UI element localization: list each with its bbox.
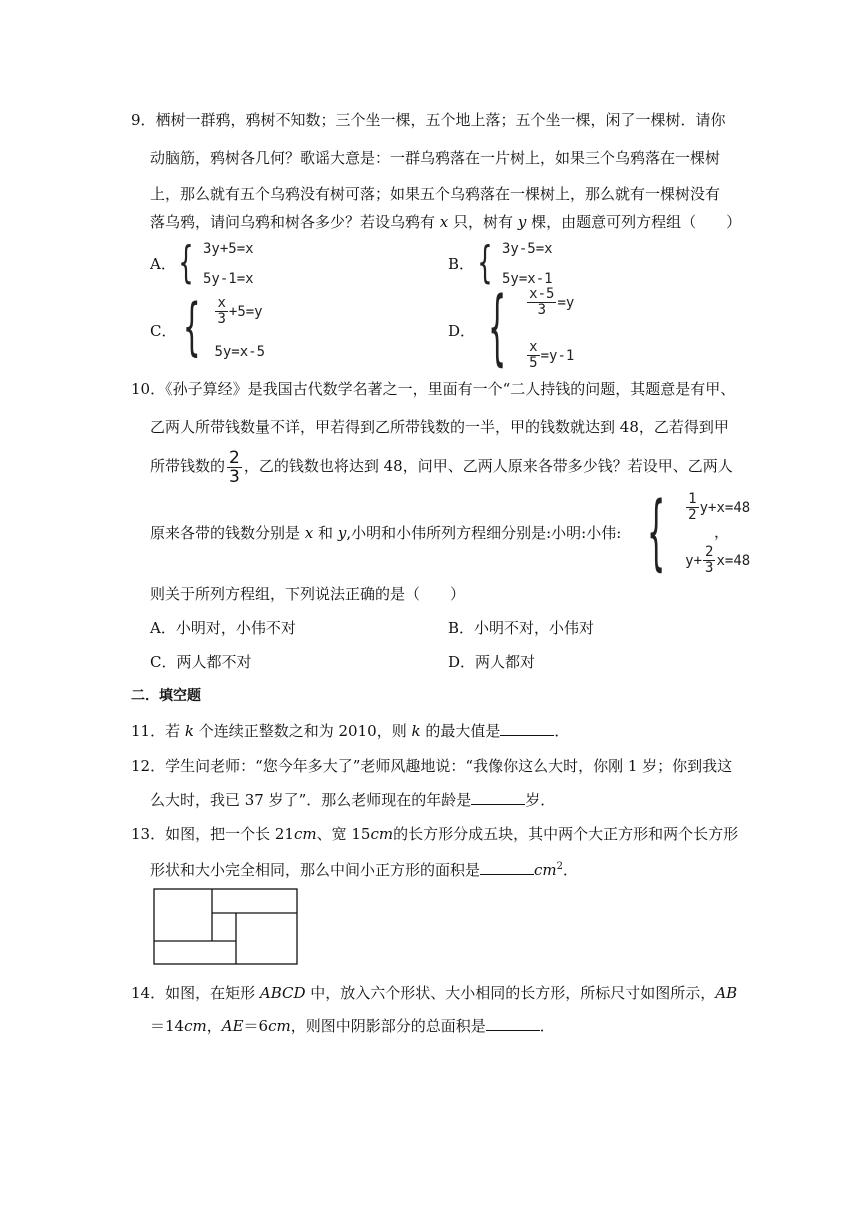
q9-text-1: 栖树一群鸦，鸦树不知数；三个坐一棵，五个地上落；五个坐一棵，闲了一棵树．请你: [155, 111, 726, 129]
brace-icon: {: [182, 290, 201, 363]
equation: 3y-5=x: [502, 241, 553, 257]
brace-icon: {: [477, 237, 493, 288]
q10-line5: 则关于所列方程组，下列说法正确的是（ ）: [150, 585, 466, 603]
fraction: [686, 492, 698, 523]
q10-line4: [150, 523, 621, 543]
q13-text-1a: 13．如图，把一个长 21: [131, 825, 294, 843]
var-k: k: [411, 722, 421, 740]
q10-line3: [150, 446, 733, 486]
q13-figure: [153, 888, 299, 966]
equation: [214, 296, 265, 327]
answer-blank[interactable]: [486, 1016, 540, 1031]
equation: 5y=x-1: [502, 271, 553, 287]
q13-text-1b: 、宽 15: [316, 825, 371, 843]
q9-text-4b: 只，树有: [453, 213, 514, 231]
label-ae: AE: [221, 1017, 244, 1035]
equation-rest: =y: [557, 294, 575, 311]
q10-equation-system: [630, 485, 751, 580]
q10-text-1: 《孙子算经》是我国古代数学名著之一，里面有一个“二人持钱的问题，其题意是有甲、: [165, 380, 736, 398]
q14-line1: [131, 983, 737, 1003]
q9-option-d-label[interactable]: D．: [448, 322, 476, 340]
numerator: 2: [229, 447, 240, 468]
numerator: x-5: [529, 286, 555, 302]
equations: [523, 287, 574, 371]
q14-line2: [150, 1016, 555, 1036]
q10-option-d[interactable]: D．两人都对: [448, 653, 536, 671]
equation: 3y+5=x: [203, 241, 254, 257]
q12-text-2b: 岁．: [525, 791, 556, 809]
q10-line1: [131, 379, 735, 399]
q10-option-c[interactable]: C．两人都不对: [150, 653, 252, 671]
fraction: [703, 545, 715, 576]
q9-line2: 动脑筋，鸦树各几何？歌谣大意是：一群乌鸦落在一片树上，如果三个乌鸦落在一棵树: [150, 149, 721, 167]
q9-line4: [150, 212, 741, 232]
q9-option-b-system[interactable]: [471, 237, 553, 288]
q12-line2: [150, 790, 555, 810]
unit-cm: cm: [268, 1017, 291, 1035]
q10-text-3b: ，乙的钱数也将达到 48，问甲、乙两人原来各带多少钱？若设甲、乙两人: [243, 457, 733, 475]
numerator: 1: [688, 491, 697, 507]
rectangle-partition-diagram: [153, 888, 299, 966]
q10-text-3a: 所带钱数的: [150, 457, 226, 475]
q9-line1: [131, 110, 726, 130]
unit-cm: cm: [293, 825, 317, 843]
q10-and: 和: [318, 524, 334, 542]
equations: [211, 296, 265, 360]
q11-text-mid: 个连续正整数之和为 2010，则: [198, 722, 407, 740]
q9-option-c-label[interactable]: C．: [150, 322, 177, 340]
q9-option-d-system[interactable]: [471, 280, 575, 375]
q13-text-1c: 的长方形分成五块，其中两个大正方形和两个长方形: [393, 825, 739, 843]
q13-text-2a: 形状和大小完全相同，那么中间小正方形的面积是: [150, 861, 481, 879]
denominator: 3: [705, 560, 714, 576]
var-x: x: [439, 213, 449, 231]
brace-icon: {: [178, 237, 194, 288]
var-y: y: [337, 524, 347, 542]
q9-option-b-label[interactable]: B．: [448, 255, 475, 273]
denominator: 3: [229, 466, 240, 487]
unit-cm: cm: [370, 825, 394, 843]
denominator: 2: [688, 507, 697, 523]
q14-text-1b: 中，放入六个形状、大小相同的长方形，所标尺寸如图所示，: [310, 984, 716, 1002]
equation-rest: x=48: [716, 552, 751, 569]
q10-option-b[interactable]: B．小明不对，小伟对: [448, 619, 595, 637]
q10-option-a[interactable]: A．小明对，小伟不对: [150, 619, 296, 637]
superscript: 2: [556, 861, 564, 872]
denominator: 3: [217, 311, 226, 327]
q10-comma: ，: [714, 523, 730, 541]
q14-text-1a: 14．如图，在矩形: [131, 984, 256, 1002]
fraction: [215, 296, 227, 327]
fraction: [527, 287, 556, 318]
q9-text-4c: 棵，由题意可列方程组（ ）: [531, 213, 742, 231]
equation: [685, 492, 750, 523]
equation-rest: +5=y: [228, 303, 263, 320]
equation: 5y-1=x: [203, 271, 254, 287]
fraction: [227, 449, 242, 486]
numerator: x: [529, 339, 538, 355]
label-abcd: ABCD: [259, 984, 306, 1002]
denominator: 5: [529, 355, 538, 371]
q10-number: 10．: [131, 380, 166, 398]
q12-line1: 12．学生问老师：“您今年多大了”老师风趣地说：“我像你这么大时，你刚 1 岁；你到我这: [131, 757, 733, 775]
equation: [685, 545, 750, 576]
equation-pre: y+: [685, 552, 703, 569]
q14-text-2d: ，则图中阴影部分的总面积是: [290, 1017, 486, 1035]
q9-option-a-label[interactable]: A．: [150, 255, 176, 273]
q13-end: ．: [563, 861, 579, 879]
outer-rectangle: [154, 889, 297, 964]
brace-icon: {: [487, 280, 507, 375]
q9-number: 9．: [131, 111, 156, 129]
q11-line: [131, 721, 569, 741]
numerator: x: [217, 295, 226, 311]
numerator: 2: [705, 544, 714, 560]
answer-blank[interactable]: [480, 860, 534, 875]
q13-line2: [150, 857, 578, 880]
q14-text-2a: ＝14: [150, 1017, 185, 1035]
fraction: [527, 340, 539, 371]
q9-option-c-system[interactable]: [172, 290, 266, 363]
unit-cm: cm: [184, 1017, 207, 1035]
q11-end: ．: [554, 722, 570, 740]
equation: [526, 287, 574, 318]
equations: [200, 241, 254, 287]
q10-text-4a: 原来各带的钱数分别是: [150, 524, 301, 542]
equations: [499, 241, 553, 287]
answer-blank[interactable]: [471, 790, 525, 805]
denominator: 3: [537, 302, 547, 318]
equation-rest: =y-1: [540, 347, 575, 364]
equation-rest: y+x=48: [699, 499, 751, 516]
q13-line1: [131, 824, 738, 844]
var-k: k: [184, 722, 194, 740]
q10-text-4b: ,小明和小伟所列方程细分别是:小明:小伟:: [346, 524, 622, 542]
label-ab: AB: [715, 984, 738, 1002]
q9-option-a-system[interactable]: [172, 237, 254, 288]
var-y: y: [517, 213, 527, 231]
q14-end: ．: [539, 1017, 555, 1035]
q12-text-2a: 么大时，我已 37 岁了”．那么老师现在的年龄是: [150, 791, 472, 809]
q14-text-2c: ＝6: [243, 1017, 269, 1035]
equation: 5y=x-5: [214, 344, 266, 360]
unit-cm: cm: [534, 861, 557, 879]
q9-line3: 上，那么就有五个乌鸦没有树可落；如果五个乌鸦落在一棵树上，那么就有一棵树没有: [150, 185, 721, 203]
q11-text-pre: 11．若: [131, 722, 181, 740]
equation: [526, 340, 574, 371]
q11-text-post: 的最大值是: [425, 722, 501, 740]
var-x: x: [304, 524, 314, 542]
q10-line2: 乙两人所带钱数量不详，甲若得到乙所带钱数的一半，甲的钱数就达到 48，乙若得到甲: [150, 418, 729, 436]
q14-text-2b: ，: [206, 1017, 222, 1035]
q9-text-4a: 落乌鸦，请问乌鸦和树各多少？若设乌鸦有: [150, 213, 436, 231]
answer-blank[interactable]: [500, 721, 554, 736]
brace-icon: {: [646, 485, 666, 580]
section-heading: 二．填空题: [131, 688, 201, 704]
